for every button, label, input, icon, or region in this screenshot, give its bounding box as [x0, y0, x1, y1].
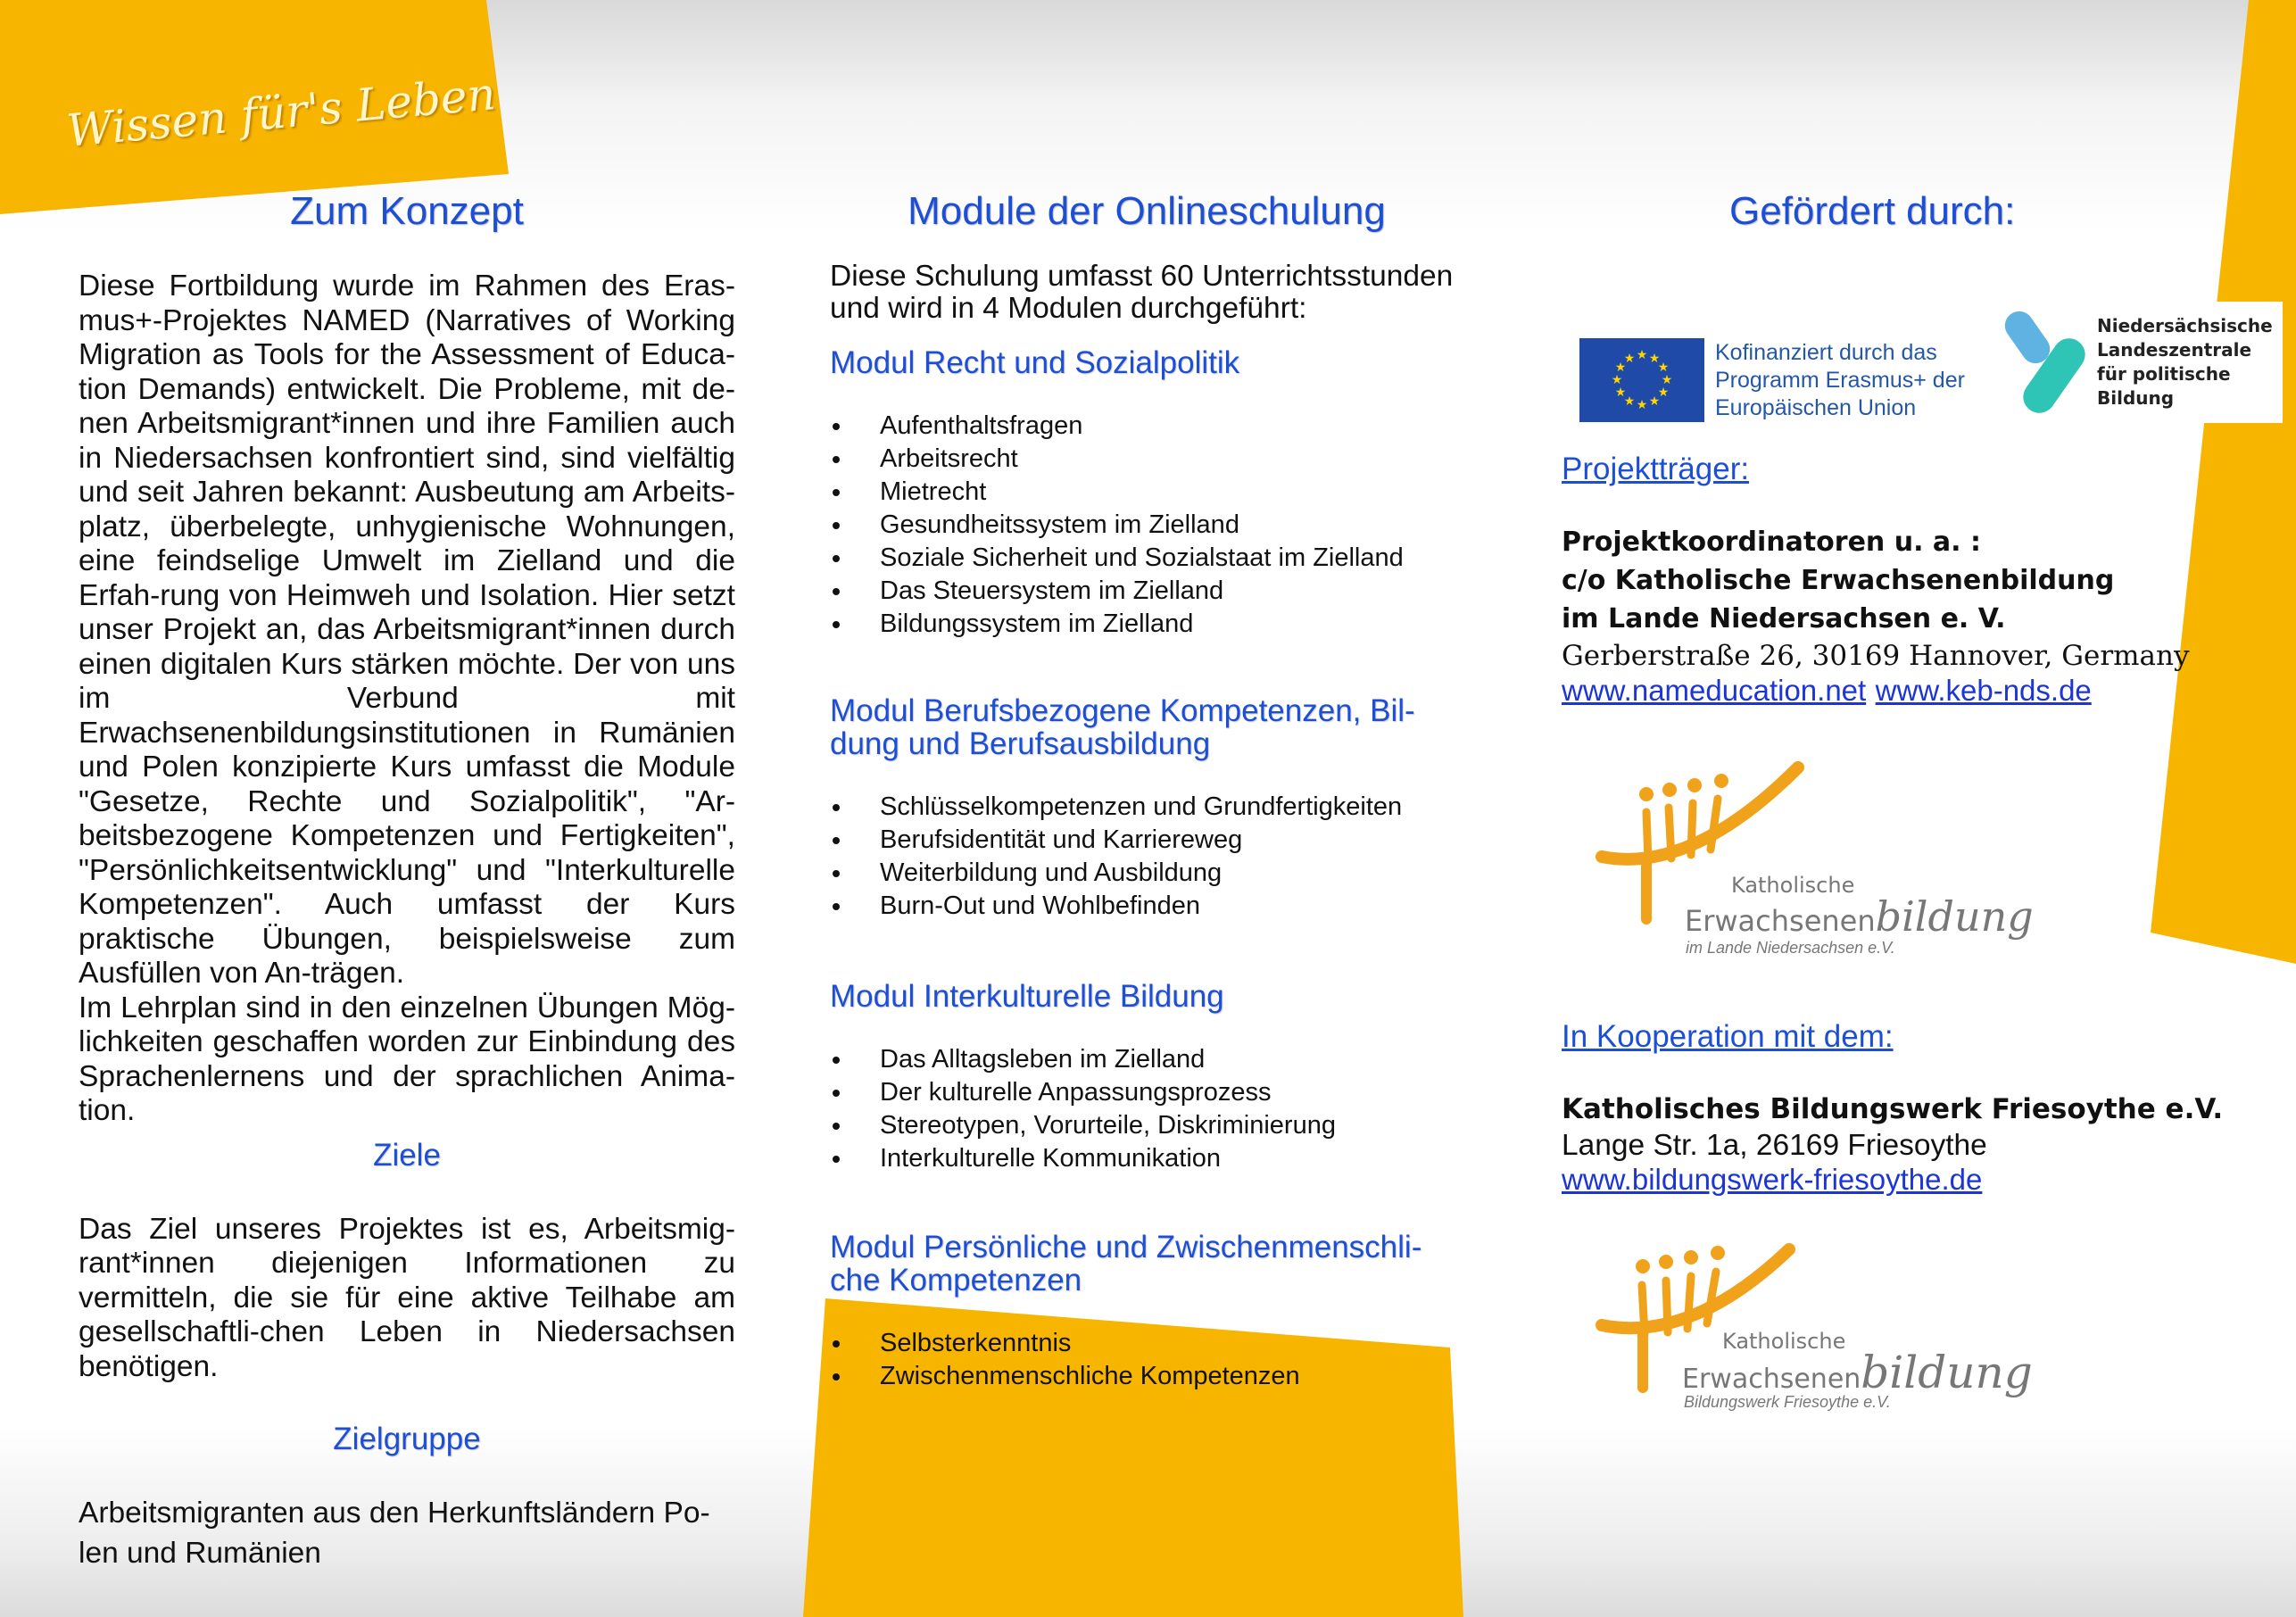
- list-item: Bildungssystem im Zielland: [830, 608, 1463, 641]
- eu-flag-icon: [1579, 338, 1704, 422]
- column-funding: [1562, 189, 2275, 234]
- heading-zielgruppe: Zielgruppe: [333, 1422, 481, 1456]
- module-title: Modul Recht und Sozialpolitik: [830, 345, 1240, 380]
- heading-gefoerdert: Gefördert durch:: [1729, 189, 2016, 233]
- keb-logo-word3: bildung: [1861, 1347, 2033, 1398]
- module-title: Modul Persönliche und Zwischenmenschli-che Kompetenzen: [830, 1230, 1422, 1298]
- keb-logo-word1: Katholische: [1722, 1329, 1846, 1354]
- keb-logo-friesoythe: [1593, 1236, 2033, 1432]
- project-sponsor: [1562, 452, 2275, 714]
- list-item: Schlüsselkompetenzen und Grundfertigkeiten: [830, 791, 1463, 824]
- nlpb-logo: [1999, 302, 2283, 423]
- list-item: Das Alltagsleben im Zielland: [830, 1043, 1463, 1076]
- list-item: Berufsidentität und Karriereweg: [830, 824, 1463, 857]
- sponsor-line: im Lande Niedersachsen e. V.: [1562, 603, 2006, 634]
- keb-logo: [1593, 750, 2034, 957]
- eu-erasmus-logo: [1579, 337, 1994, 423]
- module-items: [830, 1327, 1463, 1393]
- list-item: Arbeitsrecht: [830, 443, 1463, 476]
- goals-text: Das Ziel unseres Projektes ist es, Arbeitsmig-rant*innen diejenigen Informationen zu vermitteln, die sie für eine aktive Teilhabe am gesellschaftli-chen Leben in Niedersachsen benötigen.: [79, 1212, 735, 1383]
- keb-logo-word2: Erwachsenen: [1685, 904, 1876, 938]
- concept-text-2: Im Lehrplan sind in den einzelnen Übungen Mög-lichkeiten geschaffen worden zur Einbindung des Sprachenlernens und der sprachlichen Anima-tion.: [79, 991, 735, 1127]
- svg-text:★: ★: [1623, 352, 1636, 366]
- list-item: Weiterbildung und Ausbildung: [830, 857, 1463, 890]
- heading-projekttraeger: Projektträger:: [1562, 452, 1750, 486]
- sponsor-line: Projektkoordinatoren u. a. :: [1562, 527, 1982, 558]
- eu-logo-text: Kofinanziert durch das Programm Erasmus+ der Europäischen Union: [1715, 339, 1965, 420]
- list-item: Aufenthaltsfragen: [830, 410, 1463, 443]
- module-items: [830, 791, 1463, 923]
- target-text: Arbeitsmigranten aus den Herkunftsländern Po-len und Rumänien: [79, 1497, 710, 1570]
- nlpb-mark-icon: [1999, 302, 2088, 423]
- sponsor-line: c/o Katholische Erwachsenenbildung: [1562, 565, 2115, 596]
- column-modules: [830, 189, 1463, 1393]
- list-item: Interkulturelle Kommunikation: [830, 1142, 1463, 1175]
- concept-text: Diese Fortbildung wurde im Rahmen des Eras-mus+-Projektes NAMED (Narratives of Working Migration as Tools for the Assessment of Educa-tion Demands) entwickelt. Die Probleme, mit de-nen Arbeitsmigrant*innen und ihre Familien auch in Niedersachsen konfrontiert sind, sind vielfältig und seit Jahren bekannt: Ausbeutung am Arbeits-platz, überbelegte, unhygienische Wohnungen, eine feindselige Umwelt im Zielland und die Erfah-rung von Heimweh und Isolation. Hier setzt unser Projekt an, das Arbeitsmigrant*innen durch einen digitalen Kurs stärken möchte. Der von uns im Verbund mit Erwachsenenbildungsinstitutionen in Rumänien und Polen konzipierte Kurs umfasst die Module "Gesetze, Rechte und Sozialpolitik", "Ar-beitsbezogene Kompetenzen und Fertigkeiten", "Persönlichkeitsentwicklung" und "Interkulturelle Kompetenzen". Auch umfasst der Kurs praktische Übungen, beispielsweise zum Ausfüllen von An-trägen.: [79, 270, 735, 990]
- nlpb-logo-text: Niedersächsische Landeszentrale für politische Bildung: [2097, 315, 2273, 409]
- svg-text:★: ★: [1614, 361, 1627, 375]
- svg-text:★: ★: [1648, 394, 1661, 409]
- keb-logo-word1: Katholische: [1731, 873, 1855, 898]
- svg-text:★: ★: [1648, 352, 1661, 366]
- svg-text:★: ★: [1636, 398, 1648, 412]
- list-item: Selbsterkenntnis: [830, 1327, 1463, 1360]
- svg-text:★: ★: [1657, 386, 1670, 400]
- cooperation: [1562, 1019, 2275, 1203]
- heading-module: Module der Onlineschulung: [908, 189, 1386, 233]
- svg-text:★: ★: [1611, 373, 1623, 387]
- heading-kooperation: In Kooperation mit dem:: [1562, 1019, 1894, 1054]
- list-item: Das Steuersystem im Zielland: [830, 575, 1463, 608]
- link-keb-nds[interactable]: www.keb-nds.de: [1875, 674, 2092, 707]
- sponsor-address: Gerberstraße 26, 30169 Hannover, Germany: [1562, 640, 2190, 672]
- list-item: Zwischenmenschliche Kompetenzen: [830, 1360, 1463, 1393]
- heading-ziele: Ziele: [373, 1137, 441, 1173]
- list-item: Mietrecht: [830, 476, 1463, 509]
- column-concept: [79, 189, 735, 1573]
- list-item: Soziale Sicherheit und Sozialstaat im Zielland: [830, 542, 1463, 575]
- module-items: [830, 1043, 1463, 1175]
- list-item: Gesundheitssystem im Zielland: [830, 509, 1463, 542]
- module-title: Modul Interkulturelle Bildung: [830, 979, 1224, 1014]
- list-item: Stereotypen, Vorurteile, Diskriminierung: [830, 1109, 1463, 1142]
- cooperation-name: Katholisches Bildungswerk Friesoythe e.V.: [1562, 1093, 2224, 1125]
- link-nameducation[interactable]: www.nameducation.net: [1562, 674, 1867, 707]
- svg-text:★: ★: [1661, 373, 1673, 387]
- heading-zum-konzept: Zum Konzept: [290, 189, 524, 233]
- keb-logo-word2: Erwachsenen: [1682, 1364, 1861, 1395]
- module-title: Modul Berufsbezogene Kompetenzen, Bil-dung und Berufsausbildung: [830, 693, 1415, 761]
- list-item: Der kulturelle Anpassungsprozess: [830, 1076, 1463, 1109]
- svg-text:★: ★: [1636, 348, 1648, 362]
- link-bildungswerk-friesoythe[interactable]: www.bildungswerk-friesoythe.de: [1562, 1163, 1983, 1196]
- keb-logo-word3: bildung: [1875, 892, 2034, 941]
- list-item: Burn-Out und Wohlbefinden: [830, 890, 1463, 923]
- tagline: Wissen für's Leben: [64, 68, 498, 157]
- svg-text:★: ★: [1657, 361, 1670, 375]
- modules-intro: Diese Schulung umfasst 60 Unterrichtsstunden und wird in 4 Modulen durchgeführt:: [830, 260, 1454, 325]
- keb-logo-sub: Bildungswerk Friesoythe e.V.: [1684, 1393, 1891, 1411]
- cooperation-address: Lange Str. 1a, 26169 Friesoythe: [1562, 1129, 1987, 1162]
- svg-text:★: ★: [1623, 394, 1636, 409]
- keb-logo-sub: im Lande Niedersachsen e.V.: [1686, 939, 1895, 957]
- svg-text:★: ★: [1614, 386, 1627, 400]
- module-items: [830, 410, 1463, 641]
